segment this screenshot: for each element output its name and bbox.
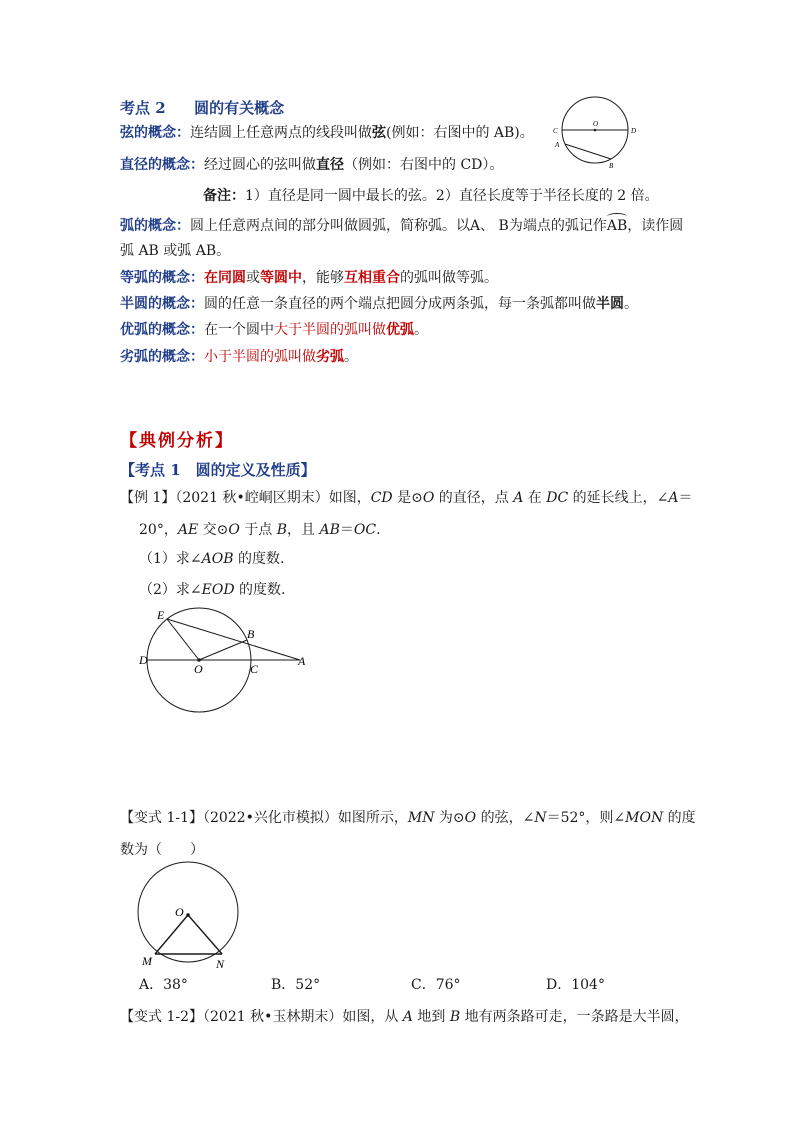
minor-arc-term: 劣弧的概念： [120,349,204,365]
equal-arc-or: 或 [246,270,260,286]
note-label: 备注： [203,188,245,204]
section-heading [120,97,284,118]
equal-arc-key1: 在同圆 [204,270,246,286]
semicircle-end: 。 [624,296,638,312]
line-ob [199,640,247,660]
variant11-circle [138,862,238,962]
equal-arc-end: 的弧叫做等弧。 [400,270,498,286]
option-a[interactable]: A．38° [139,977,188,993]
major-arc-end: 。 [414,322,428,338]
variant11-figure [130,860,250,970]
example1-question1: （1）求∠AOB 的度数. [139,551,285,567]
variant11-tag: 【变式 1-1】 [120,810,203,826]
label-o: O [593,120,599,128]
major-arc-definition [120,320,428,340]
kp1-heading: 【考点 1 圆的定义及性质】 [120,461,316,479]
option-d[interactable]: D．104° [546,977,605,993]
variant11-center [186,913,190,917]
line-on [188,915,222,954]
variant11-line1: 【变式 1-1】（2022•兴化市模拟）如图所示，MN 为⊙O 的弦，∠N＝52°，则∠MON 的度 [120,810,696,826]
label-a: A [298,654,306,668]
arc-text: 圆上任意两点间的部分叫做圆弧，简称弧。以A、 B为端点的弧记作 [190,218,607,234]
equal-arc-mid: ，能够 [302,270,344,286]
diameter-example: （例如：右图中的 CD）。 [344,157,504,173]
chord-example: (例如：右图中的 AB)。 [386,125,534,141]
circle-chord-figure [548,92,648,172]
minor-arc-end: 。 [344,349,358,365]
example1-source: （2021 秋•崆峒区期末）如图， [175,490,371,506]
note-text: 1）直径是同一圆中最长的弦。2）直径长度等于半径长度的 2 倍。 [245,188,659,204]
center-point [594,129,597,132]
chord-text: 连结圆上任意两点的线段叫做 [190,125,372,141]
diameter-term: 直径的概念： [120,157,204,173]
arc-definition-line2: 弧 AB 或弧 AB。 [120,243,231,259]
line-eo [167,619,199,660]
label-o: O [194,662,203,676]
major-arc-red: 大于半圆的弧叫做 [274,322,386,338]
variant12-tag: 【变式 1-2】 [120,1009,203,1025]
label-e: E [157,608,165,622]
diameter-keyword: 直径 [316,157,344,173]
chord-ab [565,144,611,159]
example1-tag: 【例 1】 [120,490,176,506]
chord-term: 弦的概念： [120,125,190,141]
equal-arc-definition [120,268,498,288]
variant12-line1: 【变式 1-2】（2021 秋•玉林期末）如图，从 A 地到 B 地有两条路可走，一条路是大半圆， [120,1009,689,1025]
chord-keyword: 弦 [372,125,386,141]
arc-text-tail: ，读作圆 [627,218,684,234]
arc-term: 弧的概念： [120,218,190,234]
semicircle-definition [120,294,638,314]
note [203,186,659,206]
analysis-heading: 【典例分析】 [120,431,234,451]
label-o: O [175,905,184,919]
semicircle-term: 半圆的概念： [120,296,204,312]
line-ae [167,619,300,660]
label-m: M [142,954,152,968]
minor-arc-keyword: 劣弧 [316,349,344,365]
minor-arc-definition [120,347,358,367]
semicircle-keyword: 半圆 [596,296,624,312]
label-c: C [553,127,558,135]
diameter-definition [120,155,503,175]
example1-line1: 【例 1】（2021 秋•崆峒区期末）如图，CD 是⊙O 的直径，点 A 在 DC 的延长线上，∠A＝ [120,490,693,506]
example1-question2: （2）求∠EOD 的度数. [139,582,286,598]
label-a: A [555,141,560,149]
example1-figure [130,602,330,742]
variant11-line2: 数为（ ） [120,842,204,858]
chord-definition [120,123,534,143]
equal-arc-term: 等弧的概念： [120,270,204,286]
arc-definition [120,216,683,236]
equal-arc-key3: 互相重合 [344,270,400,286]
line-om [155,915,188,954]
label-b: B [247,627,255,641]
major-arc-term: 优弧的概念： [120,322,204,338]
equal-arc-key2: 等圆中 [260,270,302,286]
major-arc-keyword: 优弧 [386,322,414,338]
label-d: D [139,653,148,667]
label-d: D [631,127,637,135]
heading-number: 考点 2 [120,99,166,117]
label-c: C [250,662,259,676]
semicircle-text: 圆的任意一条直径的两个端点把圆分成两条弧，每一条弧都叫做 [204,296,596,312]
minor-arc-red: 小于半圆的弧叫做 [204,349,316,365]
label-n: N [216,957,225,970]
arc-symbol: AB [606,218,628,234]
example1-line2: 20°，AE 交⊙O 于点 B，且 AB＝OC. [139,522,381,538]
diameter-text: 经过圆心的弦叫做 [204,157,316,173]
option-c[interactable]: C．76° [411,977,461,993]
label-b: B [609,162,614,170]
heading-title: 圆的有关概念 [194,99,285,117]
major-arc-text: 在一个圆中 [204,322,274,338]
option-b[interactable]: B．52° [271,977,321,993]
